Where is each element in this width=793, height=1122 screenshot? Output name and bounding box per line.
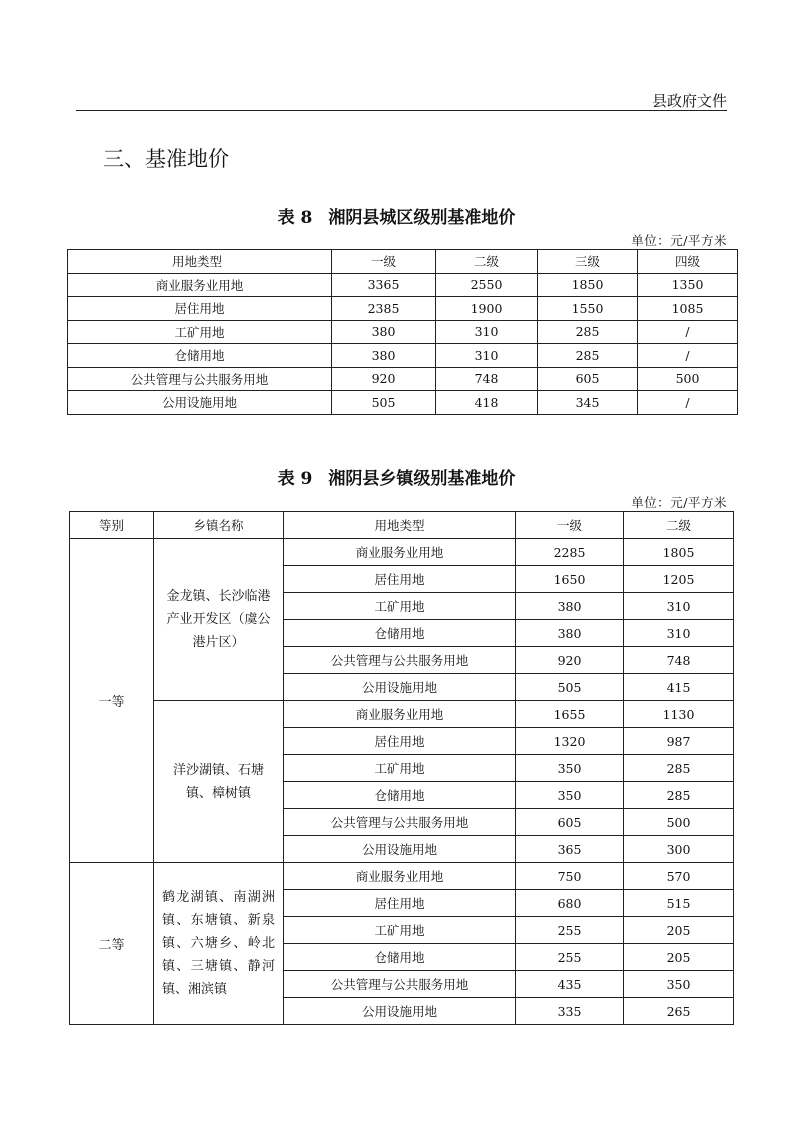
table9-number: 表 9	[277, 469, 313, 489]
price-cell: 505	[516, 674, 624, 701]
price-cell: /	[638, 344, 738, 368]
land-type-cell: 工矿用地	[284, 755, 516, 782]
table8-col-header: 用地类型	[68, 250, 332, 274]
price-cell: 380	[516, 593, 624, 620]
price-cell: 1320	[516, 728, 624, 755]
price-cell: 350	[516, 782, 624, 809]
land-type-cell: 仓储用地	[284, 782, 516, 809]
price-cell: 515	[624, 890, 734, 917]
price-cell: 920	[332, 367, 436, 391]
table-row	[68, 344, 738, 368]
price-cell: 300	[624, 836, 734, 863]
town-names-cell: 鹤龙湖镇、南湖洲镇、东塘镇、新泉镇、六塘乡、岭北镇、三塘镇、静河镇、湘滨镇	[154, 863, 284, 1025]
price-cell: 748	[436, 367, 538, 391]
land-type-cell: 公用设施用地	[68, 391, 332, 415]
price-cell: 415	[624, 674, 734, 701]
price-cell: 345	[538, 391, 638, 415]
table9-col-header: 乡镇名称	[154, 512, 284, 539]
price-cell: 3365	[332, 273, 436, 297]
table-row	[68, 391, 738, 415]
table8-col-header: 一级	[332, 250, 436, 274]
price-cell: 1850	[538, 273, 638, 297]
price-cell: 1130	[624, 701, 734, 728]
land-type-cell: 公共管理与公共服务用地	[284, 809, 516, 836]
table9-header-row	[70, 512, 734, 539]
running-header: 县政府文件	[651, 92, 727, 110]
price-cell: 285	[624, 782, 734, 809]
land-type-cell: 仓储用地	[284, 620, 516, 647]
table-row	[70, 701, 734, 728]
table9-unit: 单位：元/平方米	[631, 495, 727, 510]
land-type-cell: 仓储用地	[284, 944, 516, 971]
table9	[69, 511, 734, 1025]
price-cell: 1085	[638, 297, 738, 321]
land-type-cell: 居住用地	[284, 728, 516, 755]
land-type-cell: 公用设施用地	[284, 836, 516, 863]
table8-header-row	[68, 250, 738, 274]
price-cell: 205	[624, 944, 734, 971]
price-cell: 310	[624, 620, 734, 647]
land-type-cell: 公共管理与公共服务用地	[284, 647, 516, 674]
price-cell: 310	[436, 320, 538, 344]
price-cell: 1805	[624, 539, 734, 566]
price-cell: 750	[516, 863, 624, 890]
land-type-cell: 工矿用地	[68, 320, 332, 344]
price-cell: 920	[516, 647, 624, 674]
land-type-cell: 仓储用地	[68, 344, 332, 368]
table-row	[68, 273, 738, 297]
price-cell: 1655	[516, 701, 624, 728]
land-type-cell: 商业服务业用地	[284, 863, 516, 890]
table-row	[68, 367, 738, 391]
price-cell: 570	[624, 863, 734, 890]
price-cell: 365	[516, 836, 624, 863]
grade-cell: 二等	[70, 863, 154, 1025]
price-cell: 205	[624, 917, 734, 944]
table9-title: 湘阴县乡镇级别基准地价	[328, 469, 516, 489]
price-cell: 310	[624, 593, 734, 620]
table8-col-header: 四级	[638, 250, 738, 274]
price-cell: 255	[516, 944, 624, 971]
price-cell: 1350	[638, 273, 738, 297]
table-row	[68, 320, 738, 344]
grade-cell: 一等	[70, 539, 154, 863]
table8-col-header: 二级	[436, 250, 538, 274]
price-cell: 285	[538, 344, 638, 368]
land-type-cell: 商业服务业用地	[68, 273, 332, 297]
price-cell: /	[638, 320, 738, 344]
price-cell: 748	[624, 647, 734, 674]
land-type-cell: 商业服务业用地	[284, 701, 516, 728]
table8	[67, 249, 738, 415]
land-type-cell: 居住用地	[68, 297, 332, 321]
table9-col-header: 等别	[70, 512, 154, 539]
table8-unit: 单位：元/平方米	[631, 233, 727, 248]
table-row	[70, 539, 734, 566]
price-cell: 500	[624, 809, 734, 836]
price-cell: 2385	[332, 297, 436, 321]
table9-col-header: 二级	[624, 512, 734, 539]
table8-number: 表 8	[277, 208, 313, 228]
price-cell: 335	[516, 998, 624, 1025]
price-cell: 500	[638, 367, 738, 391]
land-type-cell: 公用设施用地	[284, 998, 516, 1025]
land-type-cell: 居住用地	[284, 566, 516, 593]
price-cell: 380	[516, 620, 624, 647]
header-rule	[76, 110, 727, 111]
table-row	[68, 297, 738, 321]
table9-caption	[0, 464, 793, 489]
town-names-cell: 金龙镇、长沙临港产业开发区（虞公港片区）	[154, 539, 284, 701]
price-cell: 255	[516, 917, 624, 944]
price-cell: 680	[516, 890, 624, 917]
price-cell: 380	[332, 344, 436, 368]
price-cell: 350	[516, 755, 624, 782]
land-type-cell: 工矿用地	[284, 593, 516, 620]
price-cell: 350	[624, 971, 734, 998]
table9-col-header: 一级	[516, 512, 624, 539]
land-type-cell: 公共管理与公共服务用地	[68, 367, 332, 391]
land-type-cell: 公共管理与公共服务用地	[284, 971, 516, 998]
price-cell: 1550	[538, 297, 638, 321]
price-cell: 418	[436, 391, 538, 415]
price-cell: 1650	[516, 566, 624, 593]
price-cell: 435	[516, 971, 624, 998]
price-cell: 2285	[516, 539, 624, 566]
price-cell: 285	[538, 320, 638, 344]
price-cell: 605	[538, 367, 638, 391]
price-cell: 2550	[436, 273, 538, 297]
price-cell: 505	[332, 391, 436, 415]
section-title: 三、基准地价	[103, 147, 229, 171]
table8-title: 湘阴县城区级别基准地价	[328, 208, 516, 228]
table8-caption	[0, 203, 793, 228]
price-cell: 310	[436, 344, 538, 368]
price-cell: /	[638, 391, 738, 415]
town-names-cell: 洋沙湖镇、石塘镇、樟树镇	[154, 701, 284, 863]
price-cell: 265	[624, 998, 734, 1025]
price-cell: 1205	[624, 566, 734, 593]
price-cell: 380	[332, 320, 436, 344]
table8-col-header: 三级	[538, 250, 638, 274]
land-type-cell: 商业服务业用地	[284, 539, 516, 566]
table-row	[70, 863, 734, 890]
land-type-cell: 工矿用地	[284, 917, 516, 944]
land-type-cell: 居住用地	[284, 890, 516, 917]
price-cell: 285	[624, 755, 734, 782]
price-cell: 605	[516, 809, 624, 836]
price-cell: 987	[624, 728, 734, 755]
price-cell: 1900	[436, 297, 538, 321]
land-type-cell: 公用设施用地	[284, 674, 516, 701]
table9-col-header: 用地类型	[284, 512, 516, 539]
